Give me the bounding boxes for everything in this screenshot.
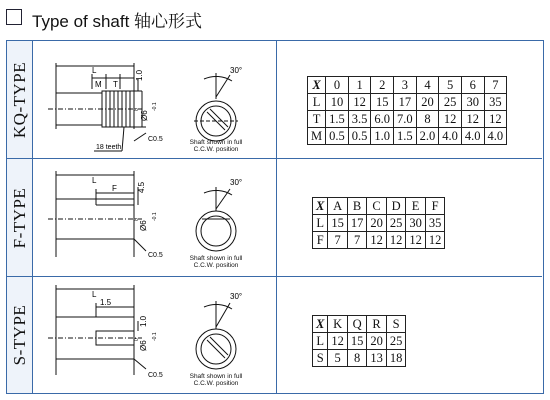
table-row	[313, 350, 406, 367]
section-kq-type	[7, 41, 542, 158]
table-cell: 1.0	[371, 128, 394, 145]
dim-M: M	[95, 80, 102, 89]
table-cell: E	[406, 198, 426, 215]
table-cell: K	[328, 316, 348, 333]
table-cell: 17	[394, 94, 417, 111]
table-cell: 6	[461, 77, 484, 94]
dim-L: L	[92, 290, 97, 299]
table-cell: 25	[386, 333, 406, 350]
header	[6, 4, 546, 32]
dim-tol-bottom: -0.1	[152, 102, 158, 111]
shaft-note	[171, 255, 261, 269]
page-title: Type of shaft 轴心形式	[32, 12, 203, 31]
table-cell: A	[328, 198, 348, 215]
table-cell: 35	[425, 215, 445, 232]
divider	[276, 41, 277, 158]
chamfer-label: C0.5	[148, 252, 163, 259]
chamfer-label: C0.5	[148, 372, 163, 379]
table-cell: 20	[416, 94, 439, 111]
table-cell: 1.5	[326, 111, 349, 128]
section-f-type	[7, 158, 542, 276]
table-cell: 1	[348, 77, 371, 94]
table-row	[308, 94, 507, 111]
table-cell: Q	[347, 316, 367, 333]
section-label: F-TYPE	[9, 187, 29, 248]
table-cell: 20	[367, 333, 387, 350]
table-cell: 7	[347, 232, 367, 249]
divider	[276, 159, 277, 276]
table-cell: 5	[439, 77, 462, 94]
table-cell: 0.5	[348, 128, 371, 145]
table-cell: 35	[484, 94, 507, 111]
chamfer-label: C0.5	[148, 136, 163, 143]
table-cell: R	[367, 316, 387, 333]
table-cell: 6.0	[371, 111, 394, 128]
table-cell: 30	[406, 215, 426, 232]
note-line1: Shaft shown in full	[189, 255, 243, 262]
table-cell: 13	[367, 350, 387, 367]
shaft-note	[171, 139, 261, 153]
table-cell: T	[308, 111, 326, 128]
note-line1: Shaft shown in full	[189, 373, 243, 380]
table-cell: L	[313, 333, 328, 350]
table-cell: 2.0	[416, 128, 439, 145]
divider	[276, 277, 277, 393]
table-cell: B	[347, 198, 367, 215]
table-cell: 4.0	[484, 128, 507, 145]
kq-shaft-drawing	[34, 41, 274, 158]
table-cell: L	[313, 215, 328, 232]
table-cell: 4.0	[439, 128, 462, 145]
table-cell: 3.5	[348, 111, 371, 128]
table-cell: 5	[328, 350, 348, 367]
teeth-label: 18 teeth	[96, 144, 122, 151]
table-cell: 15	[347, 333, 367, 350]
checkbox-icon	[6, 9, 22, 25]
table-cell: 7.0	[394, 111, 417, 128]
table-cell: 12	[484, 111, 507, 128]
table-cell: 2	[371, 77, 394, 94]
section-s-type	[7, 276, 542, 393]
table-cell: 12	[439, 111, 462, 128]
dim-tol-bottom: -0.1	[152, 212, 158, 221]
dim-height: 1.0	[135, 69, 144, 81]
table-cell: 7	[328, 232, 348, 249]
table-cell: 0.5	[326, 128, 349, 145]
dim-F: F	[112, 184, 117, 193]
table-cell: X	[313, 198, 328, 215]
table-cell: 25	[386, 215, 406, 232]
dim-tol-top: 0	[134, 108, 140, 111]
dim-diameter: Ø6	[139, 340, 148, 351]
table-row	[313, 316, 406, 333]
kq-spec-table	[307, 76, 507, 145]
table-cell: 25	[439, 94, 462, 111]
table-cell: F	[313, 232, 328, 249]
dim-tol-top: 0	[134, 218, 140, 221]
table-cell: S	[386, 316, 406, 333]
angle-label: 30°	[230, 292, 243, 301]
f-spec-table	[312, 197, 445, 249]
table-cell: 0	[326, 77, 349, 94]
table-row	[308, 111, 507, 128]
table-cell: 17	[347, 215, 367, 232]
table-cell: L	[308, 94, 326, 111]
section-label: S-TYPE	[9, 304, 29, 366]
table-cell: 8	[416, 111, 439, 128]
table-cell: 12	[348, 94, 371, 111]
dim-tol-top: 0	[134, 338, 140, 341]
dim-L: L	[92, 66, 97, 75]
dim-height: 1.0	[139, 315, 148, 327]
table-cell: 8	[347, 350, 367, 367]
shaft-types-frame	[6, 40, 544, 394]
dim-L: L	[92, 176, 97, 185]
table-cell: 12	[461, 111, 484, 128]
table-cell: 10	[326, 94, 349, 111]
angle-label: 30°	[230, 178, 243, 187]
table-cell: 12	[406, 232, 426, 249]
table-cell: 12	[386, 232, 406, 249]
table-cell: 12	[328, 333, 348, 350]
table-cell: 12	[425, 232, 445, 249]
table-cell: 15	[371, 94, 394, 111]
dim-T: T	[113, 80, 118, 89]
table-cell: 3	[394, 77, 417, 94]
table-cell: 20	[367, 215, 387, 232]
table-row	[313, 232, 445, 249]
table-row	[313, 198, 445, 215]
side-label-box	[7, 277, 33, 393]
table-row	[308, 128, 507, 145]
table-row	[313, 333, 406, 350]
note-line2: C.C.W. position	[193, 380, 239, 387]
dim-diameter: Ø6	[139, 220, 148, 231]
table-cell: 1.5	[394, 128, 417, 145]
table-cell: S	[313, 350, 328, 367]
dim-height: 4.5	[137, 181, 146, 193]
section-label: KQ-TYPE	[9, 61, 29, 138]
angle-label: 30°	[230, 66, 243, 75]
table-cell: 30	[461, 94, 484, 111]
table-cell: 4.0	[461, 128, 484, 145]
table-cell: 15	[328, 215, 348, 232]
table-cell: X	[313, 316, 328, 333]
note-line2: C.C.W. position	[193, 146, 239, 153]
table-row	[313, 215, 445, 232]
table-cell: D	[386, 198, 406, 215]
table-cell: M	[308, 128, 326, 145]
table-cell: X	[308, 77, 326, 94]
table-cell: F	[425, 198, 445, 215]
dim-tol-bottom: -0.1	[152, 332, 158, 341]
shaft-note	[171, 373, 261, 387]
side-label-box	[7, 41, 33, 158]
table-cell: 7	[484, 77, 507, 94]
dim-S: 1.5	[100, 298, 112, 307]
table-cell: 12	[367, 232, 387, 249]
f-shaft-drawing	[34, 159, 274, 276]
dim-diameter: Ø6	[140, 110, 149, 121]
table-cell: 4	[416, 77, 439, 94]
s-spec-table	[312, 315, 406, 367]
table-row	[308, 77, 507, 94]
table-cell: C	[367, 198, 387, 215]
s-shaft-drawing	[34, 277, 274, 393]
table-cell: 18	[386, 350, 406, 367]
note-line2: C.C.W. position	[193, 262, 239, 269]
side-label-box	[7, 159, 33, 276]
note-line1: Shaft shown in full	[189, 139, 243, 146]
